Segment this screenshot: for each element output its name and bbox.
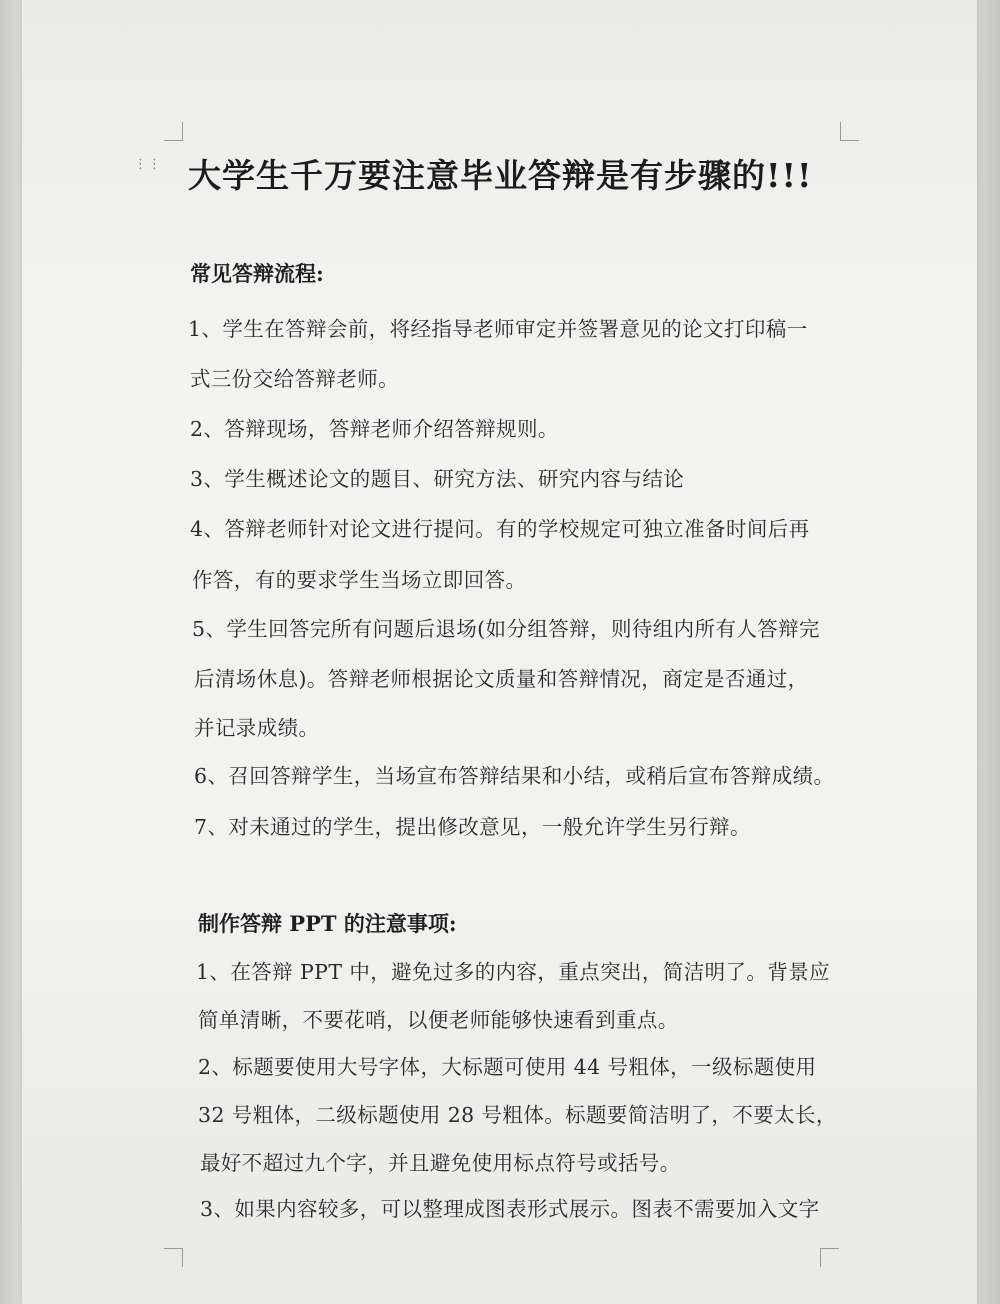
body-line: 1、在答辩 PPT 中，避免过多的内容，重点突出，简洁明了。背景应 xyxy=(196,960,831,984)
paragraph-drag-handle-icon[interactable]: ⋮⋮ xyxy=(134,157,162,172)
body-line: 2、答辩现场，答辩老师介绍答辩规则。 xyxy=(190,417,559,441)
body-line: 4、答辩老师针对论文进行提问。有的学校规定可独立准备时间后再 xyxy=(190,517,810,541)
body-line: 最好不超过九个字，并且避免使用标点符号或括号。 xyxy=(200,1151,681,1175)
section-heading: 常见答辩流程: xyxy=(190,261,324,286)
body-line: 后清场休息)。答辩老师根据论文质量和答辩情况，商定是否通过， xyxy=(194,667,809,691)
document-page[interactable] xyxy=(22,0,977,1304)
body-line: 32 号粗体，二级标题使用 28 号粗体。标题要简洁明了，不要太长， xyxy=(198,1103,837,1127)
body-line: 简单清晰，不要花哨，以便老师能够快速看到重点。 xyxy=(198,1008,679,1032)
body-line: 2、标题要使用大号字体，大标题可使用 44 号粗体，一级标题使用 xyxy=(198,1055,817,1079)
body-line: 并记录成绩。 xyxy=(194,716,320,740)
margin-corner-top-right xyxy=(840,122,859,141)
section-heading: 制作答辩 PPT 的注意事项: xyxy=(198,911,457,936)
body-line: 3、如果内容较多，可以整理成图表形式展示。图表不需要加入文字 xyxy=(200,1197,820,1221)
body-line: 6、召回答辩学生，当场宣布答辩结果和小结，或稍后宣布答辩成绩。 xyxy=(194,764,835,788)
body-line: 式三份交给答辩老师。 xyxy=(190,367,399,391)
body-line: 1、学生在答辩会前，将经指导老师审定并签署意见的论文打印稿一 xyxy=(188,317,808,341)
body-line: 7、对未通过的学生，提出修改意见，一般允许学生另行辩。 xyxy=(194,815,751,839)
margin-corner-bottom-left xyxy=(164,1248,183,1267)
body-line: 作答，有的要求学生当场立即回答。 xyxy=(192,568,527,592)
body-line: 5、学生回答完所有问题后退场(如分组答辩，则待组内所有人答辩完 xyxy=(192,617,820,641)
document-title: 大学生千万要注意毕业答辩是有步骤的!!! xyxy=(188,156,813,195)
body-line: 3、学生概述论文的题目、研究方法、研究内容与结论 xyxy=(190,467,685,491)
margin-corner-bottom-right xyxy=(820,1248,839,1267)
margin-corner-top-left xyxy=(164,122,183,141)
